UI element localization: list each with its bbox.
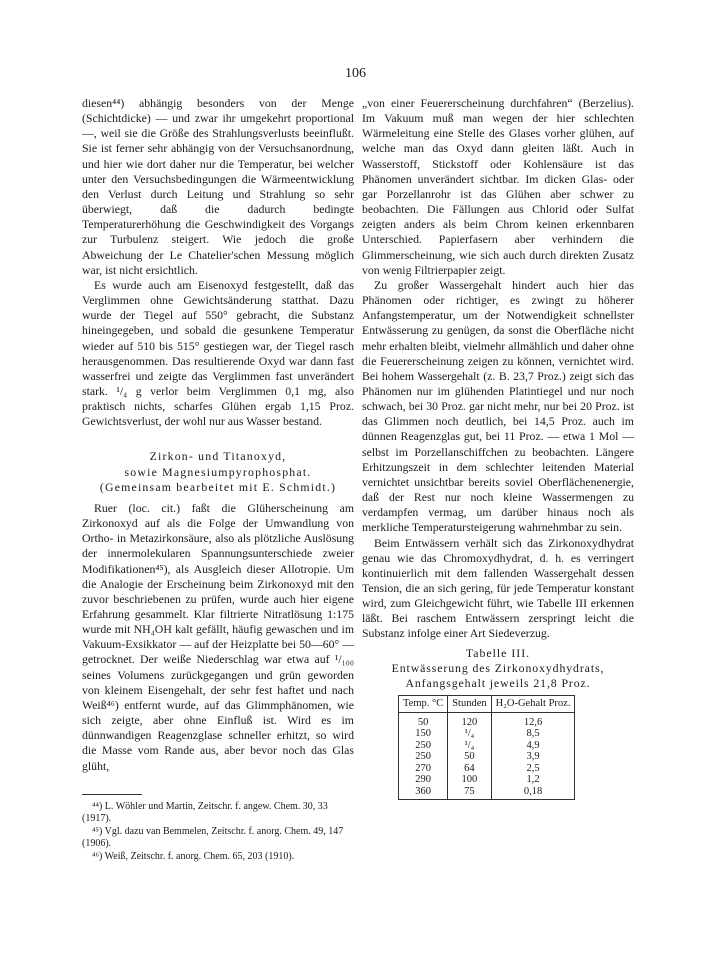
table-cell: 120 xyxy=(448,712,491,728)
table-caption: Anfangsgehalt jeweils 21,8 Proz. xyxy=(405,675,591,690)
column-header: Stunden xyxy=(448,696,491,713)
table-header-row xyxy=(399,696,575,713)
table-cell: ¹/₄ xyxy=(448,728,491,740)
heading-line: Zirkon- und Titanoxyd, xyxy=(149,449,287,464)
table-cell: 64 xyxy=(448,763,491,775)
table-row xyxy=(399,740,575,752)
column-header: H₂O-Gehalt Proz. xyxy=(491,696,575,713)
left-column xyxy=(82,96,354,863)
table-cell: 100 xyxy=(448,774,491,786)
table-cell: 8,5 xyxy=(491,728,575,740)
paragraph: Zu großer Wassergehalt hindert auch hier das Phänomen oder richtiger, es zwingt zu höherer Anfangstemperatur, um der Notwendigkeit schnellster Entwässerung zu genügen, da sonst die Oberfläche nicht mehr erhalten bleibt, vielmehr allmählich und daher ohne die Feuererscheinung zeigen zu können, vernichtet wird. Bei hohem Wassergehalt (z. B. 23,7 Proz.) zeigt sich das Phänomen nur im glühenden Platintiegel und nur noch schwach, bei 30 Proz. gar nicht mehr, nur bei 20 Proz. ist das Glimmen noch deutlich, bei 14,5 Proz. auch im dünnen Reagenzglas gut, bei 11 Proz. — etwa 1 Mol — selbst im Porzellanschiffchen zu beobachten. Längere Erhitzungszeit in dem schlechter leitenden Material vernichtet unsichtbar bereits soviel Oberflächenenergie, daß der Rest nur noch kleine Wassermengen zu verdampfen vermag, um darüber hinaus noch als merkliche Temperatursteigerung wahrnehmbar zu sein. xyxy=(362,277,634,535)
table-caption: Entwässerung des Zirkonoxydhydrats, xyxy=(391,660,605,675)
paragraph: Es wurde auch am Eisenoxyd festgestellt, daß das Verglimmen ohne Gewichtsänderung statthat. Dazu wurde der Tiegel auf 550° gebracht, die Substanz hineingegeben, und sobald die gesunkene Temperatur wieder auf 510 bis 515° gestiegen war, der Tiegel rasch herausgenommen. Das resultierende Oxyd war dann fast wasserfrei und zeigte das Verglimmen fast unverändert stark. ¹/₄ g verlor beim Verglimmen 0,1 mg, also praktisch nichts, scharfes Glühen ergab 1,15 Proz. Gewichtsverlust, der wohl nur aus Wasser bestand. xyxy=(82,277,354,429)
data-table xyxy=(398,695,575,800)
table-cell: 12,6 xyxy=(491,712,575,728)
table-cell: 250 xyxy=(399,751,448,763)
table-cell: 150 xyxy=(399,728,448,740)
table-cell: 50 xyxy=(399,712,448,728)
footnote: ⁴⁶) Weiß, Zeitschr. f. anorg. Chem. 65, 203 (1910). xyxy=(92,850,295,862)
table-title: Tabelle III. xyxy=(465,645,531,660)
column-header: Temp. °C xyxy=(399,696,448,713)
page-number: 106 xyxy=(345,66,366,81)
table-cell: 270 xyxy=(399,763,448,775)
table-cell: 75 xyxy=(448,786,491,800)
footnote-divider xyxy=(82,794,142,795)
table-cell: 290 xyxy=(399,774,448,786)
table-cell: 3,9 xyxy=(491,751,575,763)
table-cell: 250 xyxy=(399,740,448,752)
table-row xyxy=(399,712,575,728)
paragraph: Ruer (loc. cit.) faßt die Glüherscheinung am Zirkonoxyd auf als die Folge der Umwandlung von Ortho- in Metazirkonsäure, also als plötzliche Auslösung der innermolekularen Spannungsunterschiede zweier Modifikationen⁴⁵), als Ausgleich dieser Allotropie. Um die Analogie der Erscheinung beim Zirkonoxyd mit den zuvor beschriebenen zu prüfen, wurde auch hier eigene Erfahrung gesammelt. Klar filtrierte Nitratlösung 1:175 wurde mit NH₄OH kalt gefällt, häufig gewaschen und im Vakuum-Exsikkator — auf der Heizplatte bei 50—60° — getrocknet. Der weiße Niederschlag war etwa auf ¹/₁₀₀ seines Volumens zurückgegangen und grün geworden von kleinem Eisengehalt, der sehr fest haftet und nach Weiß⁴⁶) entfernt wurde, auf das Glimmphänomen, wie sich zeigte, aber ohne Einfluß ist. Wird es im dünnwandigen Reagenzglase schneller erhitzt, so wird die Masse vom Rande aus, aber bevor noch das Glas glüht, xyxy=(82,500,354,773)
paragraph: diesen⁴⁴) abhängig besonders von der Menge (Schichtdicke) — und zwar ihr umgekehrt proportional —, weil sie die Größe des Strahlungsverlusts beeinflußt. Sie ist ferner sehr abhängig von der Versuchsanordnung, und hier wie dort daher nur die Temperatur, bei welcher unter den Versuchsbedingungen die Wärmeentwicklung den Verlust durch Leitung und Strahlung so sehr überwiegt, daß die dadurch bedingte Temperaturerhöhung die Geschwindigkeit des Vorgangs zur Turbulenz steigert. Wie jedoch die große Abweichung der Le Chatelier'schen Messung möglich war, ist nicht ersichtlich. xyxy=(82,96,354,277)
heading-line: (Gemeinsam bearbeitet mit E. Schmidt.) xyxy=(99,479,337,494)
table-cell: 1,2 xyxy=(491,774,575,786)
right-column xyxy=(362,96,634,800)
table-cell: 50 xyxy=(448,751,491,763)
heading-line: sowie Magnesiumpyrophosphat. xyxy=(124,464,312,479)
table-row xyxy=(399,728,575,740)
table-cell: 360 xyxy=(399,786,448,800)
section-heading xyxy=(82,449,354,494)
table-cell: ¹/₄ xyxy=(448,740,491,752)
table-row xyxy=(399,763,575,775)
paragraph: Beim Entwässern verhält sich das Zirkonoxydhydrat genau wie das Chromoxydhydrat, d. h. es verringert kontinuierlich mit dem fallenden Wassergehalt dessen Tension, die an sich gering, für jede Temperatur konstant wird, zum Gleichgewicht führt, wie Tabelle III erkennen läßt. Bei raschem Entwässern zerspringt leicht die Substanz infolge einer Art Siedeverzug. xyxy=(362,535,634,641)
table-row xyxy=(399,751,575,763)
footnote: ⁴⁵) Vgl. dazu van Bemmelen, Zeitschr. f. anorg. Chem. 49, 147 (1906). xyxy=(82,825,344,850)
table-cell: 0,18 xyxy=(491,786,575,800)
table-heading xyxy=(362,646,634,691)
table-row xyxy=(399,786,575,800)
footnote: ⁴⁴) L. Wöhler und Martin, Zeitschr. f. angew. Chem. 30, 33 (1917). xyxy=(82,800,328,825)
table-cell: 2,5 xyxy=(491,763,575,775)
table-cell: 4,9 xyxy=(491,740,575,752)
paragraph: „von einer Feuererscheinung durchfahren“ (Berzelius). Im Vakuum muß man wegen der hier schlechten Wärmeleitung eine Stelle des Glases vorher glühen, auf welche man das Oxyd dann gleiten läßt. Auch in Wasserstoff, Stickstoff oder Kohlensäure ist das Phänomen unverändert sichtbar. Im dicken Glas- oder gar Porzellanrohr ist das Glühen aber schwer zu beobachten. Die Fällungen aus Chlorid oder Sulfat zeigten anders als beim Chrom keinen erkennbaren Unterschied. Papierfasern aber verhindern die Glimmerscheinung, wie sich auch durch direkten Zusatz von wenig Filtrierpapier zeigt. xyxy=(362,96,634,277)
table-row xyxy=(399,774,575,786)
